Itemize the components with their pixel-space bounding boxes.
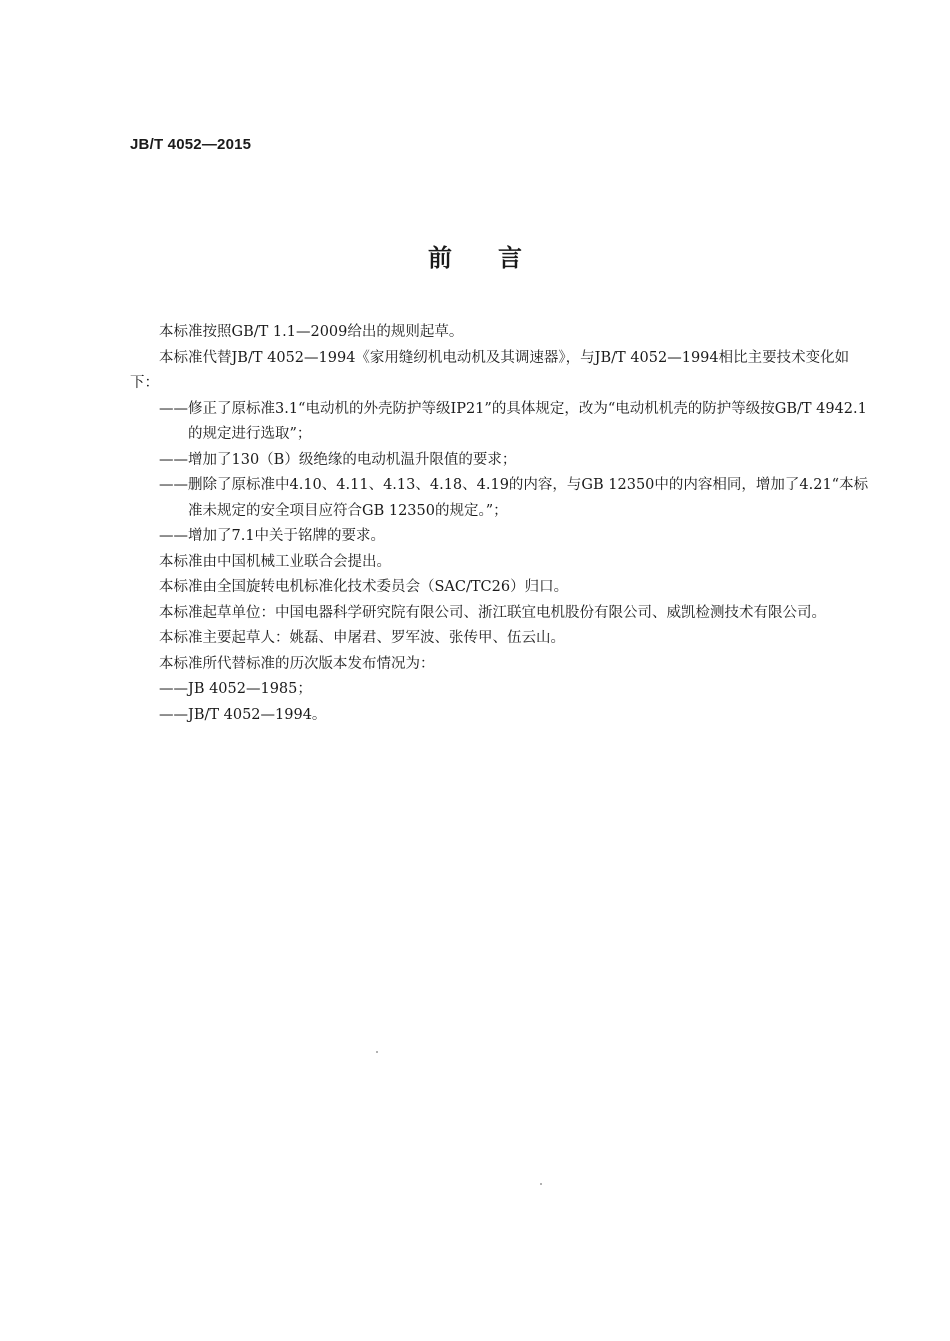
change-item: ——删除了原标准中4.10、4.11、4.13、4.18、4.19的内容，与GB 12350中的内容相同，增加了4.21“本标准未规定的安全项目应符合GB 12350的规定。”； <box>159 477 869 519</box>
standard-code: JB/T 4052—2015 <box>130 136 252 153</box>
paragraph-history-intro: 本标准所代替标准的历次版本发布情况为： <box>159 655 435 672</box>
history-item: ——JB 4052—1985； <box>159 681 312 697</box>
paragraph-drafting-units: 本标准起草单位：中国电器科学研究院有限公司、浙江联宜电机股份有限公司、威凯检测技术有限公司。 <box>159 604 826 621</box>
paragraph-drafting-rules: 本标准按照GB/T 1.1—2009给出的规则起草。 <box>159 324 464 340</box>
paragraph-proposer: 本标准由中国机械工业联合会提出。 <box>159 553 391 570</box>
preface-body <box>130 320 875 728</box>
scan-speck <box>540 1183 542 1185</box>
paragraph-drafters: 本标准主要起草人：姚磊、申屠君、罗军波、张传甲、伍云山。 <box>159 630 565 646</box>
scan-speck <box>376 1051 378 1053</box>
paragraph-replacement: 本标准代替JB/T 4052—1994《家用缝纫机电动机及其调速器》，与JB/T 4052—1994相比主要技术变化如下： <box>130 349 850 391</box>
change-item: ——增加了130（B）级绝缘的电动机温升限值的要求； <box>159 451 517 468</box>
paragraph-committee: 本标准由全国旋转电机标准化技术委员会（SAC/TC26）归口。 <box>159 579 569 595</box>
page-title: 前言 <box>428 244 568 272</box>
change-item: ——增加了7.1中关于铭牌的要求。 <box>159 528 386 544</box>
history-item: ——JB/T 4052—1994。 <box>159 706 327 723</box>
change-item: ——修正了原标准3.1“电动机的外壳防护等级IP21”的具体规定，改为“电动机机壳的防护等级按GB/T 4942.1的规定进行选取”； <box>159 400 867 442</box>
